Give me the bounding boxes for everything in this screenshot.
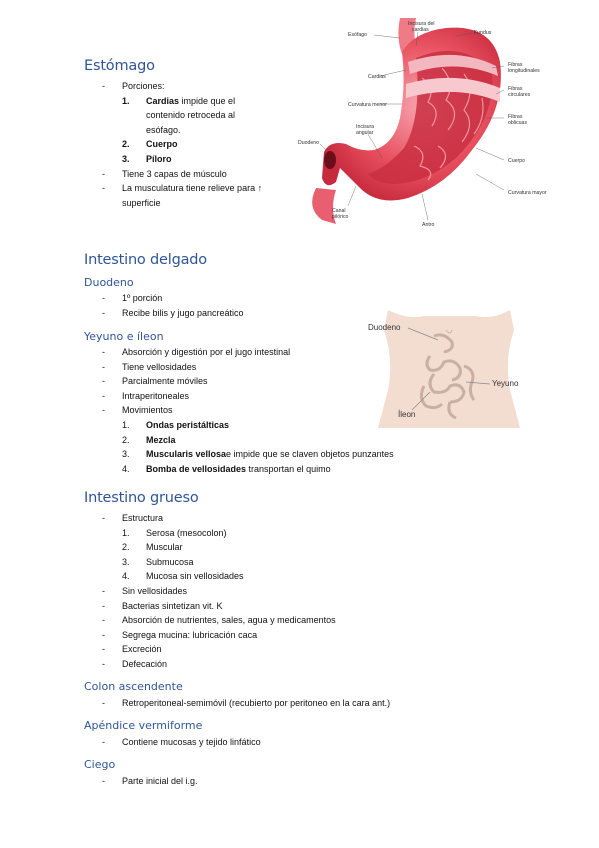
list-item: - Tiene vellosidades	[84, 360, 394, 375]
subheading-cecum: Ciego	[84, 758, 116, 771]
cecum-list	[84, 774, 198, 789]
list-item: - Intraperitoneales	[84, 389, 394, 404]
label-torso-yeyuno: Yeyuno	[492, 379, 519, 388]
stomach-list	[84, 79, 292, 210]
label-incisura-ang-2: angular	[356, 130, 374, 136]
list-item: - Recibe bilis y jugo pancreático	[84, 306, 244, 321]
movement-item-1: 1. Ondas peristálticas	[122, 419, 230, 430]
colon-list	[84, 696, 390, 711]
list-item: - La musculatura tiene relieve para ↑ superficie	[84, 181, 292, 210]
label-fundus: Fundus	[474, 30, 492, 36]
stomach-interior	[368, 51, 492, 184]
structure-item-1: 1. Serosa (mesocolon)	[122, 527, 227, 538]
list-item: - Tiene 3 capas de músculo	[84, 167, 292, 182]
pylorus-opening	[324, 151, 336, 169]
appendix-list	[84, 735, 261, 750]
yeyuno-list	[84, 345, 394, 476]
list-item: - Excreción	[84, 642, 336, 657]
subheading-appendix: Apéndice vermiforme	[84, 719, 203, 732]
list-item: - Bacterias sintetizan vit. K	[84, 599, 336, 614]
label-fibras-long-2: longitudinales	[508, 68, 540, 74]
movement-item-2: 2. Mezcla	[122, 434, 176, 445]
label-fibras-long-1: Fibras	[508, 62, 523, 68]
subheading-yeyuno: Yeyuno e íleon	[84, 330, 164, 343]
list-item: - Absorción y digestión por el jugo intestinal	[84, 345, 394, 360]
list-item-portion-3: 3. Píloro	[122, 153, 172, 164]
label-incisura-cardias-2: cardias	[412, 27, 429, 33]
list-item: - Parcialmente móviles	[84, 374, 394, 389]
structure-item-2: 2. Muscular	[122, 542, 183, 553]
list-item: - Contiene mucosas y tejido linfático	[84, 735, 261, 750]
label-canal-pilorico-2: pilórico	[332, 214, 349, 220]
movement-item-3: 3. Muscularis vellosae impide que se claven objetos punzantes	[122, 449, 394, 460]
list-item: - Defecación	[84, 657, 336, 672]
label-canal-pilorico-1: Canal	[332, 208, 346, 214]
list-item: - Sin vellosidades	[84, 584, 336, 599]
intestine-illustration	[364, 310, 534, 428]
list-item: - Porciones:	[84, 79, 292, 94]
label-torso-ileon: Íleon	[398, 410, 416, 419]
section-title-stomach: Estómago	[84, 58, 155, 74]
label-curvatura-mayor: Curvatura mayor	[508, 190, 547, 196]
structure-item-4: 4. Mucosa sin vellosidades	[122, 571, 244, 582]
large-intestine-list	[84, 511, 336, 672]
subheading-colon: Colon ascendente	[84, 680, 183, 693]
label-fibras-circ-1: Fibras	[508, 86, 523, 92]
stomach-illustration	[296, 18, 547, 230]
list-item: - Retroperitoneal-semimóvil (recubierto por peritoneo en la cara ant.)	[84, 696, 390, 711]
structure-item-3: 3. Submucosa	[122, 556, 194, 567]
label-antro: Antro	[422, 222, 435, 228]
label-incisura-cardias-1: Incisura del	[408, 21, 435, 27]
list-item: - Movimientos	[84, 403, 394, 418]
list-item: - Estructura	[84, 511, 336, 526]
list-item: - 1º porción	[84, 291, 244, 306]
section-title-small-intestine: Intestino delgado	[84, 252, 207, 268]
label-cuerpo: Cuerpo	[508, 158, 526, 164]
list-item-portion-1: 1. Cardias impide que el contenido retroceda al esófago.	[122, 95, 236, 135]
label-duodeno: Duodeno	[298, 140, 320, 146]
list-item-portion-2: 2. Cuerpo	[122, 139, 178, 150]
label-fibras-obl-1: Fibras	[508, 114, 523, 120]
duodeno-list	[84, 291, 244, 320]
section-title-large-intestine: Intestino grueso	[84, 490, 199, 506]
label-curvatura-menor: Curvatura menor	[348, 102, 387, 108]
label-fibras-obl-2: oblicuas	[508, 120, 528, 126]
subheading-duodeno: Duodeno	[84, 276, 134, 289]
list-item: - Parte inicial del i.g.	[84, 774, 198, 789]
list-item: - Absorción de nutrientes, sales, agua y medicamentos	[84, 613, 336, 628]
label-esofago: Esófago	[348, 32, 368, 38]
label-torso-duodeno: Duodeno	[368, 323, 401, 332]
label-incisura-ang-1: Incisura	[356, 124, 375, 130]
list-item: - Segrega mucina: lubricación caca	[84, 628, 336, 643]
movement-item-4: 4. Bomba de vellosidades transportan el quimo	[122, 463, 331, 474]
label-cardias: Cardias	[368, 74, 386, 80]
label-fibras-circ-2: circulares	[508, 92, 531, 98]
